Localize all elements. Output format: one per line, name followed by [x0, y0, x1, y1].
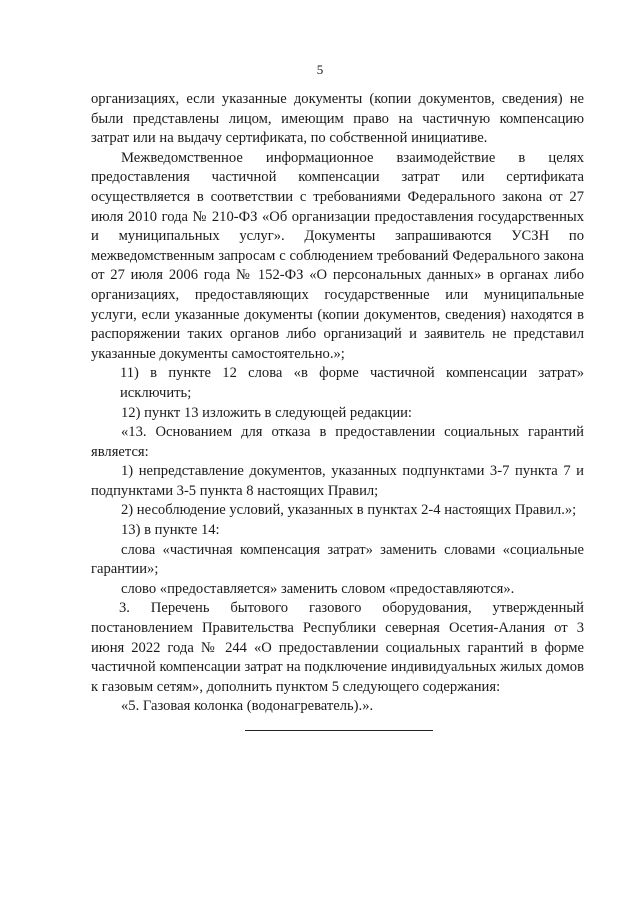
end-divider-line	[245, 730, 433, 731]
paragraph-subitem-1: 1) непредставление документов, указанных подпунктами 3-7 пункта 7 и подпунктами 3-5 пункта 8 настоящих Правил;	[91, 463, 584, 499]
paragraph-continuation: организациях, если указанные документы (копии документов, сведения) не были представлены лицом, имеющим право на частичную компенсацию затрат или на выдачу сертификата, по собственной инициативе.	[91, 91, 584, 147]
paragraph-replace-words: слова «частичная компенсация затрат» заменить словами «социальные гарантии»;	[91, 541, 584, 578]
paragraph-item-11: 11) в пункте 12 слова «в форме частичной компенсации затрат» исключить;	[120, 365, 584, 401]
page-number: 5	[316, 62, 324, 77]
paragraph-subitem-2: 2) несоблюдение условий, указанных в пунктах 2-4 настоящих Правил.»;	[121, 502, 577, 519]
document-body	[91, 90, 584, 717]
paragraph-item-5: «5. Газовая колонка (водонагреватель).».	[121, 698, 374, 715]
paragraph-item-13: 13) в пункте 14:	[121, 522, 220, 539]
paragraph-item-12: 12) пункт 13 изложить в следующей редакции:	[121, 404, 412, 421]
paragraph-interagency: Межведомственное информационное взаимодействие в целях предоставления частичной компенсации затрат или сертификата осуществляется в соответствии с требованиями Федерального закона от 27 июля 2010 года № 210-ФЗ «Об организации предоставления государственных и муниципальных услуг». Документы запрашиваются УСЗН по межведомственным запросам с соблюдением требований Федерального закона от 27 июля 2006 года № 152-ФЗ «О персональных данных» в органах либо организациях, предоставляющих государственные или муниципальные услуги, если указанные документы (копии документов, сведения) находятся в распоряжении таких органов либо организаций и заявитель не представил указанные документы самостоятельно.»;	[91, 149, 584, 362]
paragraph-section-3: 3. Перечень бытового газового оборудования, утвержденный постановлением Правительства Республики северная Осетия-Алания от 3 июня 2022 года № 244 «О предоставлении социальных гарантий в форме частичной компенсации затрат на подключение индивидуальных жилых домов к газовым сетям», дополнить пунктом 5 следующего содержания:	[91, 600, 584, 695]
paragraph-item-13-text: «13. Основанием для отказа в предоставлении социальных гарантий является:	[91, 424, 584, 460]
paragraph-replace-word: слово «предоставляется» заменить словом «предоставляются».	[121, 580, 515, 597]
